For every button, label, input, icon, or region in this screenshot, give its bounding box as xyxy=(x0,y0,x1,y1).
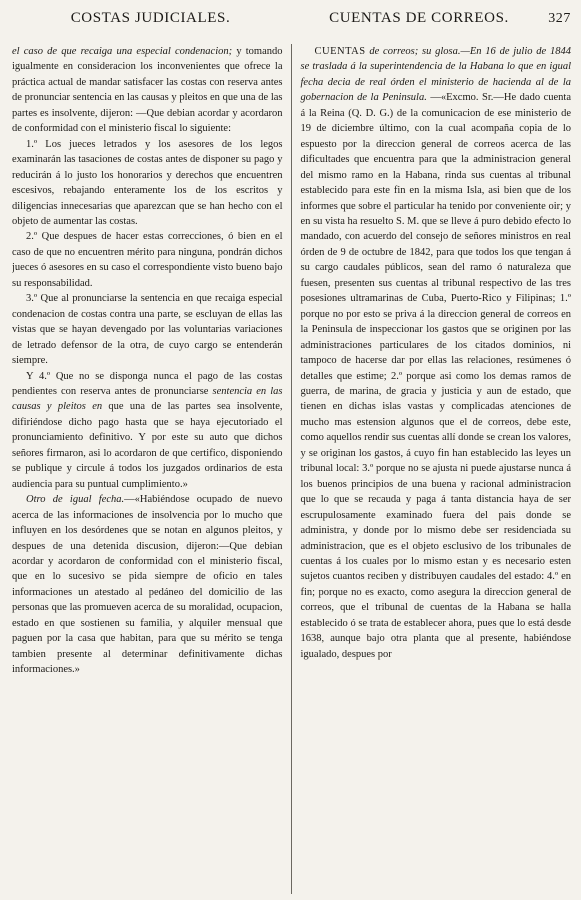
paragraph xyxy=(12,369,283,493)
two-column-body xyxy=(12,44,571,894)
entry-heading: CUENTAS xyxy=(314,46,366,57)
italic-text: sentencia en las causas y pleitos en xyxy=(12,385,283,413)
paragraph-text: que una de las partes sea insolvente, difiriéndose dicho pago hasta que se haya ejecutoriado el pronunciamiento definitivo. Y por este su auto que dichos señores firmaron, asi lo acordaron de que certifico, disponiendo se publique y circule á todos los juzgados ordinarios de esta audiencia para su puntual cumplimiento.» xyxy=(12,401,283,490)
right-column xyxy=(292,44,572,894)
header-right-title: CUENTAS DE CORREOS. xyxy=(329,10,509,26)
paragraph xyxy=(12,492,283,677)
paragraph xyxy=(301,44,572,662)
header-left-title: COSTAS JUDICIALES. xyxy=(70,10,231,26)
paragraph xyxy=(12,44,283,137)
italic-text: de correos; su glosa.—En 16 de julio de 1844 se traslada á la superintendencia de la Habana lo que en igual fecha decia de real órden el ministerio de hacienda al de la gobernacion de la Peninsula. xyxy=(300,46,571,104)
left-column xyxy=(12,44,292,894)
paragraph: 3.º Que al pronunciarse la sentencia en que recaiga especial condenacion de costas contra una parte, se escluyan de ellas las vistas que se hayan devengado por las voluntarias variaciones de letrado defensor de la otra, de cuyo cargo se entenderán siempre. xyxy=(12,293,283,367)
page-number: 327 xyxy=(548,11,571,26)
italic-text: Otro de igual fecha. xyxy=(26,494,125,506)
paragraph-text: —«Excmo. Sr.—He dado cuenta á la Reina (Q. D. G.) de la comunicacion de ese ministerio de 19 de diciembre último, con la cual acompaña copia de lo espuesto por la direccion general de correos acerca de las dificultades que encuentra para que la administracion general del mismo ramo en la Habana, rinda sus cuentas al tribunal establecido para este fin en la misma Isla, asi bien que de los informes que sobre el particular ha tenido por conveniente oir; y en su vista ha resuelto S. M. que se lleve á puro debido efecto lo mandado, con acuerdo del consejo de señores ministros en real órden de 9 de octubre de 1842, para que todos los que tengan á su cargo caudales públicos, sean del ramo ó naturaleza que fuesen, presenten sus cuentas al tribunal respectivo de las tres posesiones ultramarinas de Cuba, Puerto-Rico y Filipinas; 1.º porque no por esto se priva á la direccion general de correos en la Peninsula de inspeccionar los gastos que se originen por las administraciones particulares de los citados dominios, ni tampoco de hacerse dar por ellas las relaciones, resúmenes ó detalles que estime; 2.º porque asi como los demas ramos de guerra, de marina, de gracia y justicia y aun de estado, que tienen en dichas islas vastas y complicadas atenciones de mucho mas estension algunos que el de correos, debe este, como aquellos rendir sus cuentas allí donde se crean los valores, y se originan los gastos, á cuyo fin han establecido las leyes un tribunal local: 3.º porque no se ajusta ni puede ajustarse nunca á los buenos principios de una buena y racional administracion que lo que se recauda y paga á tanta distancia haya de ser escrupulosamente examinado fuera del pais donde se administra, y donde por lo mismo debe ser residenciada su administracion, que es el objeto esclusivo de los tribunales de cuentas á los cuales por lo mismo estan y es necesario esten sujetos cuantos reciben y distribuyen caudales del estado: 4.º en fin; porque no es exacto, como asegura la direccion general de correos, que el tribunal de cuentas de la Habana se halla establecido ó se trata de establecer ahora, pues que lo está desde 1638, aunque bajo otra planta que al presente, habiéndose igualado, despues por xyxy=(300,92,571,660)
paragraph: 2.º Que despues de hacer estas correcciones, ó bien en el caso de que no encuentren mérito para ninguna, pondrán dichos jueces ó asesores en su caso el correspondiente visto bueno bajo su responsabilidad. xyxy=(12,231,283,289)
paragraph-text: Y 4.º Que no se disponga nunca el pago de las costas pendientes con reserva antes de pronunciarse xyxy=(12,370,283,397)
italic-text: el caso de que recaiga una especial condenacion; xyxy=(12,46,233,57)
paragraph-text: y tomando igualmente en consideracion los inconvenientes que ofrece la práctica actual de mandar satisfacer las costas con reserva antes de pronunciar sentencia en las causas y pleitos en que una de las partes es insolvente, dijeron: —Que debian acordar y acordaron de conformidad con el ministerio fiscal lo siguiente: xyxy=(12,46,283,135)
paragraph: 1.º Los jueces letrados y los asesores de los legos examinarán las tasaciones de costas antes de disponer su pago y reducirán á lo justo los honorarios y derechos que encuentren escesivos, rebajando enteramente los de los escritos y diligencias innecesarias que aparezcan que se han hecho con el objeto de aumentar las costas. xyxy=(12,138,283,227)
paragraph-text: —«Habiéndose ocupado de nuevo acerca de las informaciones de insolvencia por lo mucho que influyen en los desórdenes que se notan en algunos pleitos, y despues de una detenida discusion, dijeron:—Que debian acordar y acordaron de conformidad con el ministerio fiscal, que en lo sucesivo se pida siempre de oficio en tales informaciones un atestado al pedáneo del domicilio de las personas que las promueven acerca de su moralidad, ocupacion, estado en que sostienen su familia, y alquiler mensual que paguen por la casa que habitan, para que su mérito se tenga tambien presente al determinar definitivamente dichas informaciones.» xyxy=(12,494,283,676)
running-header xyxy=(12,10,571,38)
